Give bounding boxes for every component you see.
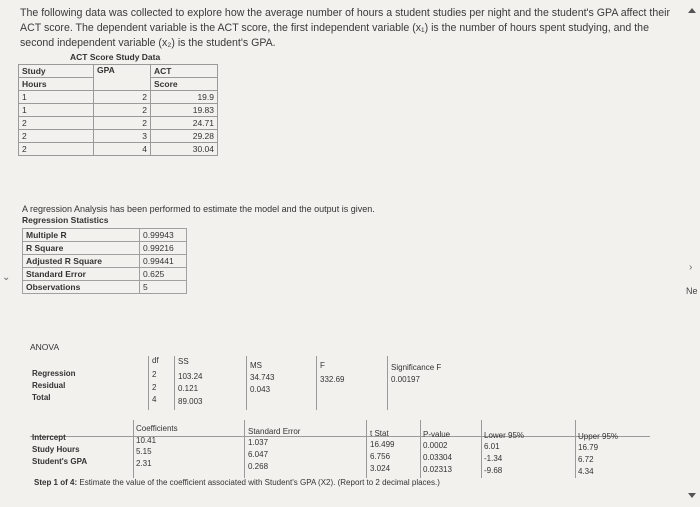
grid-line [244, 420, 245, 478]
table-row: 2 3 29.28 [19, 130, 218, 143]
anova-row-label: Regression [32, 369, 76, 378]
table-row: 2 2 24.71 [19, 117, 218, 130]
coef-row-label: Intercept [32, 433, 66, 442]
coef-row-label: Study Hours [32, 445, 80, 454]
scroll-up-icon[interactable] [688, 8, 696, 13]
header-study: Study [19, 65, 94, 78]
table-row: 1 2 19.9 [19, 91, 218, 104]
table-row: Observations 5 [23, 281, 187, 294]
coef-row-label: Student's GPA [32, 457, 88, 466]
header-score: Score [151, 78, 218, 91]
grid-line [133, 420, 134, 478]
grid-line [316, 356, 317, 410]
table-row: Standard Error 0.625 [23, 268, 187, 281]
chevron-down-icon: ⌄ [2, 272, 11, 283]
study-data-table [18, 64, 218, 156]
anova-row-label: Total [32, 393, 51, 402]
header-hours: Hours [19, 78, 94, 91]
step-text: Estimate the value of the coefficient associated with Student's GPA (X2). (Report to 2 decimal places.) [79, 478, 440, 487]
study-data-title: ACT Score Study Data [70, 52, 161, 62]
step-instruction [34, 478, 440, 487]
grid-line [30, 436, 650, 437]
grid-line [481, 420, 482, 478]
grid-line [366, 420, 367, 478]
regression-note: A regression Analysis has been performed to estimate the model and the output is given. [22, 204, 375, 214]
grid-line [148, 356, 149, 410]
step-label: Step 1 of 4: [34, 478, 78, 487]
grid-line [575, 420, 576, 478]
grid-line [174, 356, 175, 410]
problem-intro: The following data was collected to explore how the average number of hours a student studies per night and the student's GPA affect their ACT score. The dependent variable is the ACT score, the first independent variable (x₁) is the number of hours spent studying, and the second independent variable (x₂) is the student's GPA. [20, 7, 671, 49]
table-row: Adjusted R Square 0.99441 [23, 255, 187, 268]
grid-line [420, 420, 421, 478]
regression-stats-title: Regression Statistics [22, 215, 109, 225]
anova-title: ANOVA [30, 342, 60, 352]
table-row: Multiple R 0.99943 [23, 229, 187, 242]
scroll-down-icon[interactable] [688, 493, 696, 498]
grid-line [387, 356, 388, 410]
header-gpa: GPA [94, 65, 151, 91]
regression-stats-table [22, 228, 187, 294]
header-act: ACT [151, 65, 218, 78]
anova-row-label: Residual [32, 381, 66, 390]
grid-line [246, 356, 247, 410]
table-row: 2 4 30.04 [19, 143, 218, 156]
table-row: R Square 0.99216 [23, 242, 187, 255]
next-button[interactable]: Ne [686, 286, 698, 296]
chevron-right-icon[interactable]: › [689, 262, 693, 273]
table-row: 1 2 19.83 [19, 104, 218, 117]
